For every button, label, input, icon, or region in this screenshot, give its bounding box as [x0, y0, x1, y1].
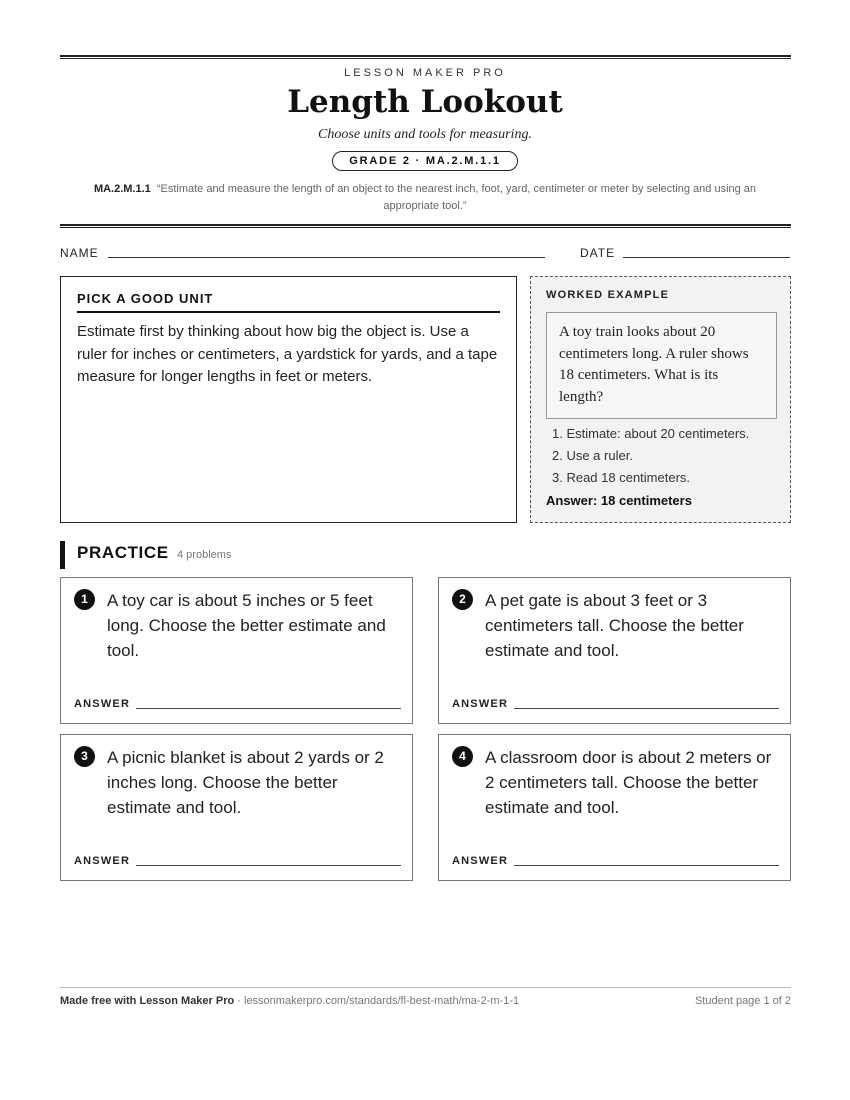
practice-count: 4 problems [177, 549, 232, 561]
worked-example-step: 3. Read 18 centimeters. [552, 470, 691, 485]
standard-text: “Estimate and measure the length of an object to the nearest inch, foot, yard, centimeter or meter by selecting and using an appropriate tool.” [156, 183, 757, 212]
problem-card-3 [60, 734, 413, 881]
worked-example-problem: A toy train looks about 20 centimeters long. A ruler shows 18 centimeters. What is its length? [546, 312, 777, 419]
standard-code: MA.2.M.1.1 [93, 183, 151, 195]
answer-label: ANSWER [452, 855, 509, 867]
worked-example-heading: WORKED EXAMPLE [546, 289, 670, 301]
practice-heading: PRACTICE [77, 543, 169, 562]
header-bottom-rule [60, 224, 791, 228]
problem-number-badge: 1 [74, 589, 95, 610]
answer-field[interactable] [136, 708, 401, 709]
problem-card-2 [438, 577, 791, 724]
worksheet-title: Length Lookout [287, 84, 563, 120]
answer-field[interactable] [136, 865, 401, 866]
name-field[interactable] [108, 257, 545, 258]
answer-label: ANSWER [452, 698, 509, 710]
worked-example-box [530, 276, 791, 523]
footer-made-with: Made free with Lesson Maker Pro [60, 995, 235, 1007]
footer-credit [60, 995, 519, 1007]
brand-name: LESSON MAKER PRO [344, 67, 506, 79]
grade-badge: GRADE 2 · MA.2.M.1.1 [332, 151, 518, 171]
date-label: DATE [580, 246, 616, 260]
problem-number-badge: 2 [452, 589, 473, 610]
standard-statement [75, 181, 775, 215]
unit-tip-body: Estimate first by thinking about how big the object is. Use a ruler for inches or centimeters, a yardstick for yards, and a tape measure for longer lengths in feet or meters. [77, 323, 498, 385]
problem-text: A classroom door is about 2 meters or 2 centimeters tall. Choose the better estimate and tool. [485, 748, 772, 817]
problem-text: A pet gate is about 3 feet or 3 centimeters tall. Choose the better estimate and tool. [485, 591, 744, 660]
grade-pill-wrapper [0, 151, 850, 171]
worked-example-answer: Answer: 18 centimeters [546, 493, 692, 508]
worked-example-steps [552, 423, 749, 489]
answer-field[interactable] [514, 708, 779, 709]
problem-card-4 [438, 734, 791, 881]
unit-tip-heading: PICK A GOOD UNIT [77, 291, 500, 313]
problem-text: A picnic blanket is about 2 yards or 2 inches long. Choose the better estimate and tool. [107, 748, 384, 817]
problem-number-badge: 3 [74, 746, 95, 767]
footer-url[interactable]: lessonmakerpro.com/standards/fl-best-math/ma-2-m-1-1 [244, 995, 520, 1007]
worked-example-step: 2. Use a ruler. [552, 448, 633, 463]
header-top-rule [60, 55, 791, 59]
practice-accent-bar [60, 541, 65, 569]
problem-text: A toy car is about 5 inches or 5 feet long. Choose the better estimate and tool. [107, 591, 386, 660]
worked-example-step: 1. Estimate: about 20 centimeters. [552, 426, 750, 441]
problem-card-1 [60, 577, 413, 724]
footer-separator: · [234, 995, 244, 1007]
answer-label: ANSWER [74, 855, 131, 867]
footer-rule [60, 987, 791, 988]
answer-label: ANSWER [74, 698, 131, 710]
footer-page-number: Student page 1 of 2 [694, 995, 791, 1007]
unit-tip-box [60, 276, 517, 523]
name-label: NAME [60, 246, 99, 260]
answer-field[interactable] [514, 865, 779, 866]
worksheet-subtitle: Choose units and tools for measuring. [318, 127, 532, 142]
date-field[interactable] [623, 257, 790, 258]
problem-number-badge: 4 [452, 746, 473, 767]
